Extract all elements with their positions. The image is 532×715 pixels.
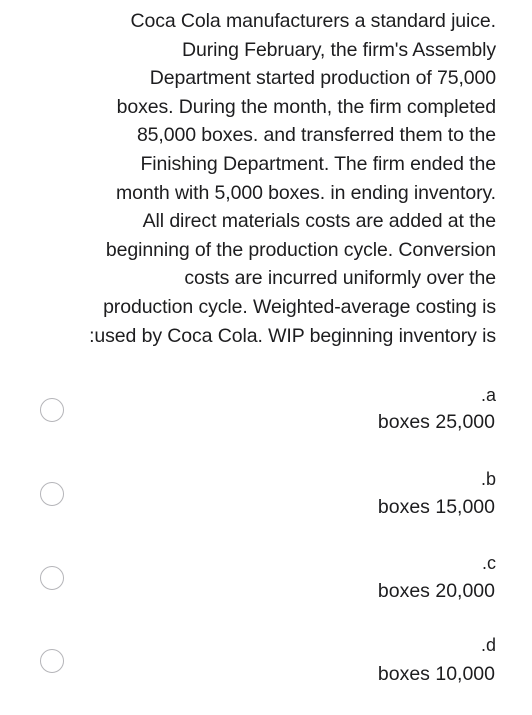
question-line: All direct materials costs are added at the <box>142 210 496 233</box>
option-letter-c: .c <box>481 553 496 573</box>
option-value-b: boxes 15,000 <box>377 496 495 518</box>
question-line: :used by Coca Cola. WIP beginning inventory is <box>89 324 496 347</box>
question-line: Coca Cola manufacturers a standard juice. <box>130 10 496 32</box>
option-c[interactable] <box>0 547 532 631</box>
question-line: During February, the firm's Assembly <box>181 38 496 61</box>
radio-button-c[interactable] <box>40 566 64 590</box>
question-line: beginning of the production cycle. Conversion <box>105 238 496 261</box>
radio-button-a[interactable] <box>40 398 64 422</box>
question-line: 85,000 boxes. and transferred them to the <box>136 124 496 147</box>
question-line: production cycle. Weighted-average costing is <box>103 295 496 318</box>
option-b[interactable] <box>0 463 532 547</box>
question-line: Finishing Department. The firm ended the <box>140 152 496 175</box>
option-letter-b: .b <box>480 469 496 489</box>
option-value-a: boxes 25,000 <box>377 411 495 433</box>
option-value-c: boxes 20,000 <box>377 580 495 602</box>
option-a[interactable] <box>0 378 532 462</box>
option-letter-d: .d <box>480 635 496 655</box>
option-letter-a: .a <box>480 385 496 405</box>
question-text <box>28 7 496 350</box>
option-d[interactable] <box>0 631 532 715</box>
radio-button-b[interactable] <box>40 482 64 506</box>
option-value-d: boxes 10,000 <box>377 663 495 685</box>
question-line: costs are incurred uniformly over the <box>184 267 496 290</box>
question-line: month with 5,000 boxes. in ending inventory. <box>115 181 496 204</box>
question-line: Department started production of 75,000 <box>149 67 496 90</box>
radio-button-d[interactable] <box>40 649 64 673</box>
question-line: boxes. During the month, the firm completed <box>116 95 496 118</box>
